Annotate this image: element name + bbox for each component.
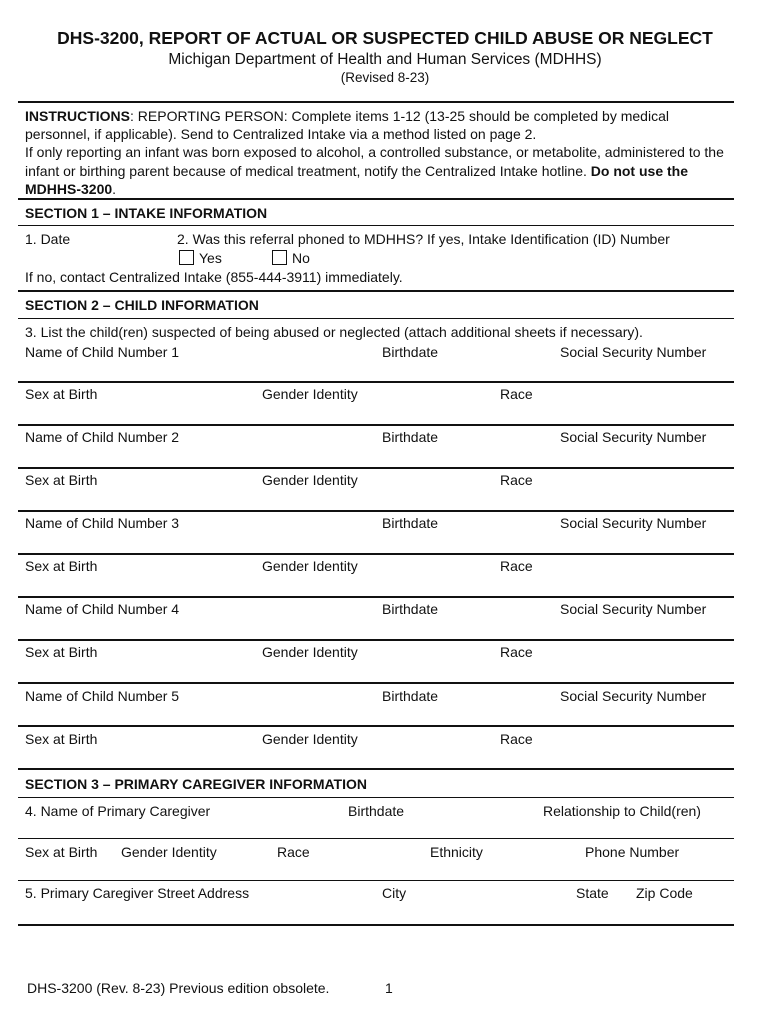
child-race-field[interactable]: Race (500, 731, 533, 747)
child-name-field[interactable]: Name of Child Number 4 (25, 601, 180, 617)
caregiver-birthdate-field[interactable]: Birthdate (348, 803, 405, 819)
divider (18, 198, 734, 200)
child-race-field[interactable]: Race (500, 558, 533, 574)
child-sex-field[interactable]: Sex at Birth (25, 386, 98, 402)
divider (18, 467, 734, 469)
child-list-instruction: 3. List the child(ren) suspected of being abused or neglected (attach additional sheets if necessary). (25, 324, 643, 340)
child-name-field[interactable]: Name of Child Number 5 (25, 688, 180, 704)
child-gender-field[interactable]: Gender Identity (262, 472, 358, 488)
divider (18, 290, 734, 292)
child-gender-field[interactable]: Gender Identity (262, 386, 358, 402)
form-footer-id: DHS-3200 (Rev. 8-23) Previous edition obsolete. (27, 980, 330, 996)
department-name: Michigan Department of Health and Human Services (MDHHS) (168, 51, 602, 68)
section-1-heading: SECTION 1 – INTAKE INFORMATION (25, 205, 268, 221)
caregiver-sex-field[interactable]: Sex at Birth (25, 844, 98, 860)
child-birthdate-field[interactable]: Birthdate (382, 601, 439, 617)
no-label: No (292, 250, 310, 266)
caregiver-phone-field[interactable]: Phone Number (585, 844, 680, 860)
yes-label: Yes (199, 250, 222, 266)
child-birthdate-field[interactable]: Birthdate (382, 429, 439, 445)
instructions-text-2: If only reporting an infant was born exposed to alcohol, a controlled substance, or metabolite, administered to the infant or birthing parent because of medical treatment, notify the Centralized Intake hotline. (25, 144, 724, 179)
divider (18, 768, 734, 770)
child-sex-field[interactable]: Sex at Birth (25, 644, 98, 660)
revision-date: (Revised 8-23) (340, 70, 430, 85)
child-gender-field[interactable]: Gender Identity (262, 731, 358, 747)
child-birthdate-field[interactable]: Birthdate (382, 688, 439, 704)
caregiver-address-field[interactable]: 5. Primary Caregiver Street Address (25, 885, 250, 901)
section-2-heading: SECTION 2 – CHILD INFORMATION (25, 297, 259, 313)
page-number: 1 (385, 980, 393, 996)
child-sex-field[interactable]: Sex at Birth (25, 731, 98, 747)
form-title: DHS-3200, REPORT OF ACTUAL OR SUSPECTED CHILD ABUSE OR NEGLECT (57, 28, 713, 48)
divider (18, 225, 734, 226)
child-ssn-field[interactable]: Social Security Number (560, 601, 707, 617)
child-birthdate-field[interactable]: Birthdate (382, 344, 439, 360)
caregiver-relationship-field[interactable]: Relationship to Child(ren) (543, 803, 701, 819)
child-ssn-field[interactable]: Social Security Number (560, 429, 707, 445)
divider (18, 838, 734, 839)
child-gender-field[interactable]: Gender Identity (262, 644, 358, 660)
child-gender-field[interactable]: Gender Identity (262, 558, 358, 574)
instructions-text-1: : REPORTING PERSON: Complete items 1-12 (13-25 should be completed by medical personnel, if applicable). Send to Centralized Intake via a method listed on page 2. (25, 108, 669, 143)
contact-note: If no, contact Centralized Intake (855-444-3911) immediately. (25, 269, 403, 285)
child-name-field[interactable]: Name of Child Number 1 (25, 344, 180, 360)
child-name-field[interactable]: Name of Child Number 2 (25, 429, 180, 445)
yes-checkbox[interactable] (179, 250, 194, 265)
child-ssn-field[interactable]: Social Security Number (560, 344, 707, 360)
caregiver-race-field[interactable]: Race (277, 844, 310, 860)
child-sex-field[interactable]: Sex at Birth (25, 558, 98, 574)
divider (18, 424, 734, 426)
divider (18, 101, 734, 103)
instructions-period: . (112, 180, 117, 197)
child-race-field[interactable]: Race (500, 472, 533, 488)
divider (18, 682, 734, 684)
instructions-block (25, 107, 727, 198)
no-checkbox[interactable] (272, 250, 287, 265)
date-field-label: 1. Date (25, 231, 71, 247)
child-sex-field[interactable]: Sex at Birth (25, 472, 98, 488)
child-name-field[interactable]: Name of Child Number 3 (25, 515, 180, 531)
caregiver-ethnicity-field[interactable]: Ethnicity (430, 844, 483, 860)
instructions-label: INSTRUCTIONS (25, 108, 130, 124)
divider (18, 797, 734, 798)
child-ssn-field[interactable]: Social Security Number (560, 688, 707, 704)
caregiver-name-field[interactable]: 4. Name of Primary Caregiver (25, 803, 211, 819)
caregiver-state-field[interactable]: State (576, 885, 609, 901)
caregiver-gender-field[interactable]: Gender Identity (121, 844, 217, 860)
child-birthdate-field[interactable]: Birthdate (382, 515, 439, 531)
child-ssn-field[interactable]: Social Security Number (560, 515, 707, 531)
divider (18, 639, 734, 641)
instructions-warning: Do not use the MDHHS-3200 (25, 162, 689, 197)
divider (18, 510, 734, 512)
child-race-field[interactable]: Race (500, 386, 533, 402)
divider (18, 880, 734, 881)
referral-question: 2. Was this referral phoned to MDHHS? If yes, Intake Identification (ID) Number (177, 231, 670, 247)
divider (18, 924, 734, 926)
divider (18, 725, 734, 727)
divider (18, 318, 734, 319)
caregiver-zip-field[interactable]: Zip Code (636, 885, 693, 901)
caregiver-city-field[interactable]: City (382, 885, 407, 901)
section-3-heading: SECTION 3 – PRIMARY CAREGIVER INFORMATION (25, 776, 367, 792)
child-race-field[interactable]: Race (500, 644, 533, 660)
divider (18, 596, 734, 598)
divider (18, 553, 734, 555)
divider (18, 381, 734, 383)
